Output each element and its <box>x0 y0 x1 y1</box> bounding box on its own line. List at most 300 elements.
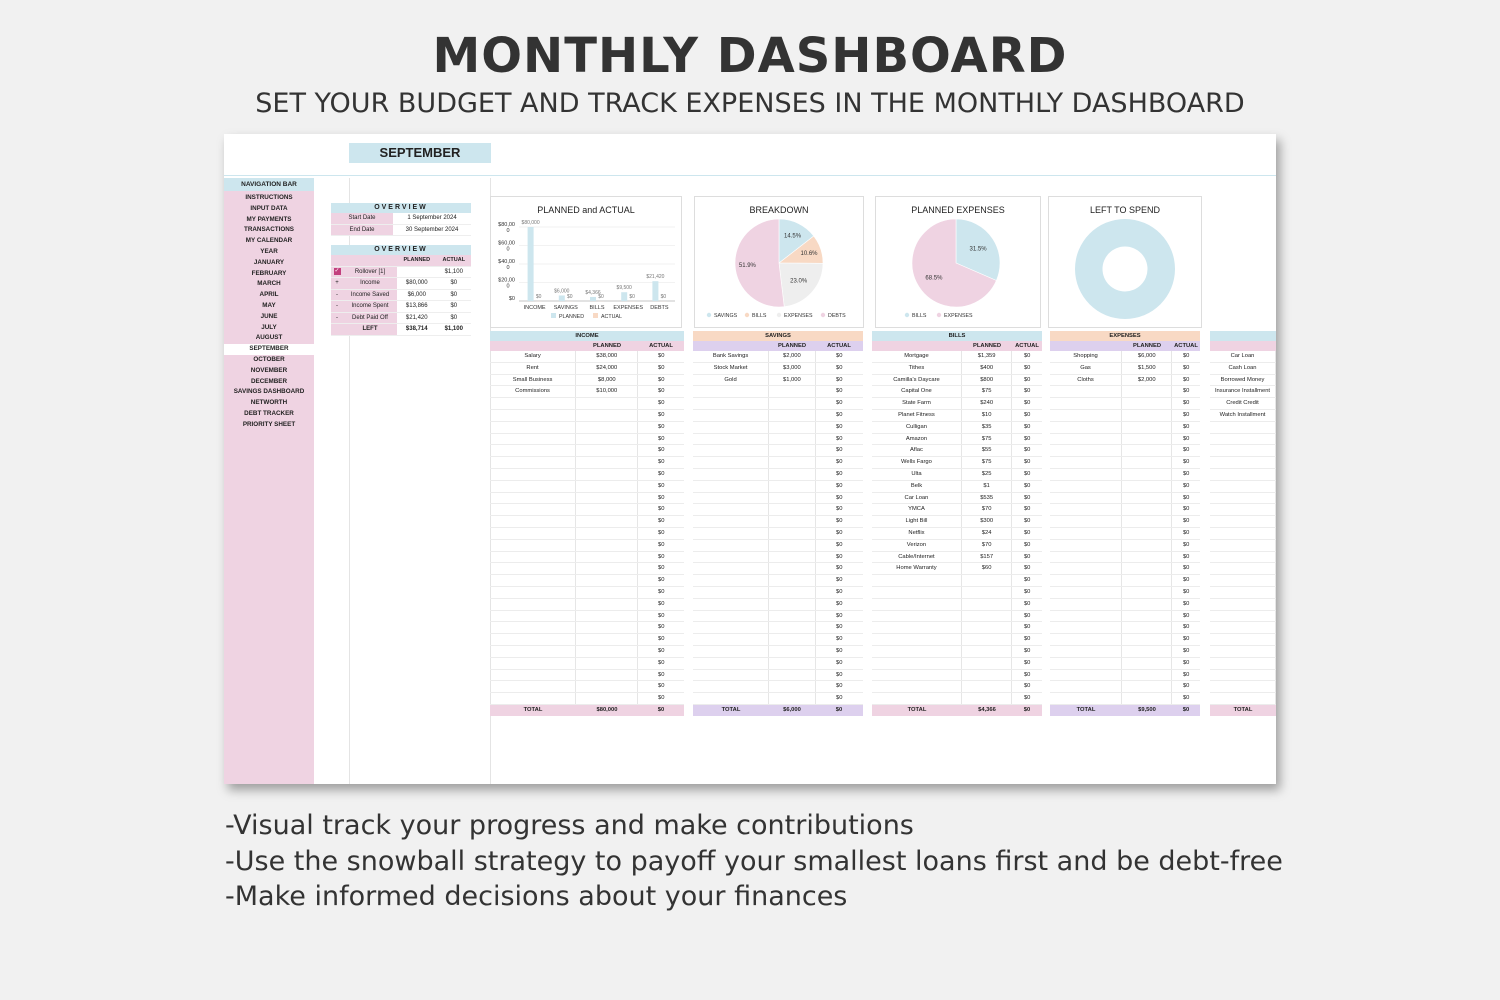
category-cell[interactable] <box>693 386 769 397</box>
actual-cell[interactable]: $0 <box>1182 695 1190 702</box>
actual-cell[interactable]: $0 <box>1182 577 1190 584</box>
planned-cell[interactable] <box>962 622 1012 633</box>
actual-cell[interactable]: $0 <box>1023 565 1031 572</box>
planned-cell[interactable] <box>1122 434 1172 445</box>
actual-cell[interactable]: $0 <box>836 647 843 654</box>
nav-item-year[interactable]: YEAR <box>260 247 278 255</box>
actual-cell[interactable]: $0 <box>1023 353 1031 359</box>
category-cell[interactable] <box>872 658 962 669</box>
category-cell[interactable] <box>1210 622 1276 633</box>
category-cell[interactable]: State Farm <box>872 398 962 409</box>
actual-cell[interactable]: $0 <box>1023 600 1031 607</box>
actual-cell[interactable]: $0 <box>836 553 843 560</box>
planned-cell[interactable]: $1,500 <box>1122 363 1172 374</box>
category-cell[interactable] <box>693 528 769 539</box>
category-cell[interactable]: Ulta <box>872 469 962 480</box>
actual-cell[interactable]: $0 <box>836 671 843 678</box>
planned-cell[interactable] <box>769 611 815 622</box>
category-cell[interactable]: Home Warranty <box>872 563 962 574</box>
category-cell[interactable] <box>693 552 769 563</box>
category-cell[interactable] <box>693 646 769 657</box>
category-cell[interactable] <box>1050 457 1122 468</box>
actual-cell[interactable]: $0 <box>1023 364 1031 371</box>
actual-cell[interactable]: $0 <box>658 364 665 371</box>
planned-cell[interactable] <box>1122 670 1172 681</box>
planned-cell[interactable] <box>1122 681 1172 692</box>
category-cell[interactable] <box>693 516 769 527</box>
actual-cell[interactable]: $0 <box>836 388 843 395</box>
planned-cell[interactable] <box>1122 552 1172 563</box>
category-cell[interactable] <box>693 670 769 681</box>
category-cell[interactable] <box>490 563 576 574</box>
actual-cell[interactable]: $0 <box>1182 624 1190 631</box>
end-date-value[interactable]: 30 September 2024 <box>393 224 471 236</box>
actual-cell[interactable]: $0 <box>1182 529 1190 536</box>
actual-cell[interactable]: $0 <box>1182 482 1190 489</box>
actual-cell[interactable]: $0 <box>836 447 843 454</box>
category-cell[interactable] <box>1050 622 1122 633</box>
actual-cell[interactable]: $0 <box>658 435 665 442</box>
planned-cell[interactable] <box>769 540 815 551</box>
planned-cell[interactable]: $1,359 <box>962 351 1012 362</box>
category-cell[interactable] <box>1050 445 1122 456</box>
category-cell[interactable] <box>1050 434 1122 445</box>
planned-cell[interactable]: $157 <box>962 552 1012 563</box>
planned-cell[interactable] <box>576 634 638 645</box>
category-cell[interactable]: Light Bill <box>872 516 962 527</box>
category-cell[interactable]: Shopping <box>1050 351 1122 362</box>
nav-item-instructions[interactable]: INSTRUCTIONS <box>245 194 293 201</box>
actual-cell[interactable]: $0 <box>1182 659 1190 666</box>
planned-cell[interactable]: $300 <box>962 516 1012 527</box>
category-cell[interactable]: Gold <box>693 375 769 386</box>
planned-cell[interactable]: $1 <box>962 481 1012 492</box>
category-cell[interactable] <box>693 434 769 445</box>
planned-cell[interactable] <box>1122 504 1172 515</box>
category-cell[interactable] <box>1210 493 1276 504</box>
category-cell[interactable] <box>872 634 962 645</box>
planned-cell[interactable]: $800 <box>962 375 1012 386</box>
nav-item-february[interactable]: FEBRUARY <box>251 269 287 277</box>
nav-item-october[interactable]: OCTOBER <box>253 355 285 363</box>
planned-cell[interactable] <box>1122 599 1172 610</box>
category-cell[interactable] <box>490 540 576 551</box>
planned-cell[interactable] <box>1122 469 1172 480</box>
category-cell[interactable] <box>693 693 769 704</box>
actual-cell[interactable]: $0 <box>1182 388 1190 395</box>
planned-cell[interactable] <box>769 634 815 645</box>
planned-cell[interactable] <box>576 658 638 669</box>
category-cell[interactable] <box>693 481 769 492</box>
actual-cell[interactable]: $0 <box>1023 541 1031 548</box>
planned-cell[interactable] <box>1122 481 1172 492</box>
actual-cell[interactable]: $0 <box>836 541 843 548</box>
planned-cell[interactable] <box>962 681 1012 692</box>
category-cell[interactable] <box>1050 634 1122 645</box>
actual-cell[interactable]: $0 <box>1182 411 1190 418</box>
category-cell[interactable]: Insurance Installment <box>1210 386 1276 397</box>
actual-cell[interactable]: $0 <box>1023 459 1031 466</box>
nav-item-september[interactable]: SEPTEMBER <box>224 344 314 355</box>
category-cell[interactable] <box>872 646 962 657</box>
category-cell[interactable]: Small Business <box>490 375 576 386</box>
actual-cell[interactable]: $0 <box>1182 683 1190 690</box>
category-cell[interactable] <box>693 493 769 504</box>
category-cell[interactable] <box>490 670 576 681</box>
nav-item-june[interactable]: JUNE <box>260 312 278 320</box>
category-cell[interactable]: Commissions <box>490 386 576 397</box>
category-cell[interactable] <box>490 575 576 586</box>
actual-cell[interactable]: $0 <box>1023 647 1031 654</box>
planned-cell[interactable] <box>769 516 815 527</box>
planned-cell[interactable] <box>962 670 1012 681</box>
planned-cell[interactable]: $2,000 <box>769 351 815 362</box>
category-cell[interactable] <box>1210 587 1276 598</box>
category-cell[interactable]: Borrowed Money <box>1210 375 1276 386</box>
nav-item-transactions[interactable]: TRANSACTIONS <box>243 226 295 234</box>
category-cell[interactable] <box>490 493 576 504</box>
planned-cell[interactable]: $35 <box>962 422 1012 433</box>
category-cell[interactable] <box>1050 481 1122 492</box>
actual-cell[interactable]: $0 <box>1023 435 1031 442</box>
category-cell[interactable] <box>1050 658 1122 669</box>
category-cell[interactable] <box>1050 693 1122 704</box>
category-cell[interactable]: Belk <box>872 481 962 492</box>
nav-item-priority-sheet[interactable]: PRIORITY SHEET <box>242 420 296 428</box>
planned-cell[interactable] <box>769 457 815 468</box>
category-cell[interactable]: Watch Installment <box>1210 410 1276 421</box>
actual-cell[interactable]: $0 <box>1182 470 1190 477</box>
planned-cell[interactable] <box>1122 563 1172 574</box>
category-cell[interactable] <box>693 563 769 574</box>
actual-cell[interactable]: $0 <box>1023 400 1031 407</box>
actual-cell[interactable]: $0 <box>1182 541 1190 548</box>
category-cell[interactable]: Rent <box>490 363 576 374</box>
category-cell[interactable]: Salary <box>490 351 576 362</box>
category-cell[interactable] <box>693 681 769 692</box>
category-cell[interactable]: Wells Fargo <box>872 457 962 468</box>
category-cell[interactable] <box>1050 599 1122 610</box>
actual-cell[interactable]: $0 <box>658 376 665 383</box>
actual-cell[interactable]: $0 <box>1182 400 1190 407</box>
actual-cell[interactable]: $0 <box>1182 376 1190 383</box>
category-cell[interactable]: Credit Credit <box>1210 398 1276 409</box>
actual-cell[interactable]: $0 <box>1023 506 1031 513</box>
planned-cell[interactable]: $75 <box>962 434 1012 445</box>
planned-cell[interactable] <box>576 398 638 409</box>
actual-cell[interactable]: $0 <box>1023 376 1031 383</box>
actual-cell[interactable]: $0 <box>658 553 665 560</box>
category-cell[interactable] <box>1210 481 1276 492</box>
category-cell[interactable] <box>1210 422 1276 433</box>
planned-cell[interactable] <box>576 681 638 692</box>
planned-cell[interactable] <box>769 552 815 563</box>
planned-cell[interactable] <box>576 552 638 563</box>
actual-cell[interactable]: $0 <box>658 600 665 607</box>
category-cell[interactable] <box>872 681 962 692</box>
planned-cell[interactable] <box>962 599 1012 610</box>
actual-cell[interactable]: $0 <box>658 695 665 702</box>
planned-cell[interactable] <box>769 681 815 692</box>
category-cell[interactable] <box>1210 504 1276 515</box>
actual-cell[interactable]: $0 <box>1182 447 1190 454</box>
planned-cell[interactable] <box>769 493 815 504</box>
nav-item-august[interactable]: AUGUST <box>255 334 283 342</box>
category-cell[interactable]: YMCA <box>872 504 962 515</box>
actual-cell[interactable]: $0 <box>1023 624 1031 631</box>
category-cell[interactable] <box>1050 386 1122 397</box>
planned-cell[interactable] <box>962 587 1012 598</box>
actual-cell[interactable]: $0 <box>1182 506 1190 513</box>
category-cell[interactable] <box>1050 528 1122 539</box>
actual-cell[interactable]: $0 <box>658 577 665 584</box>
category-cell[interactable] <box>490 681 576 692</box>
actual-cell[interactable]: $0 <box>658 494 665 501</box>
start-date-value[interactable]: 1 September 2024 <box>393 213 471 224</box>
planned-cell[interactable]: $70 <box>962 540 1012 551</box>
category-cell[interactable]: Cash Loan <box>1210 363 1276 374</box>
category-cell[interactable] <box>490 504 576 515</box>
actual-cell[interactable]: $0 <box>836 695 843 702</box>
category-cell[interactable] <box>1050 670 1122 681</box>
nav-item-debt-tracker[interactable]: DEBT TRACKER <box>244 409 294 417</box>
planned-cell[interactable] <box>1122 457 1172 468</box>
actual-cell[interactable]: $0 <box>658 565 665 572</box>
category-cell[interactable] <box>1050 398 1122 409</box>
actual-cell[interactable]: $0 <box>836 353 843 359</box>
actual-cell[interactable]: $0 <box>658 659 665 666</box>
planned-cell[interactable]: $55 <box>962 445 1012 456</box>
actual-cell[interactable]: $0 <box>1023 388 1031 395</box>
planned-cell[interactable] <box>769 398 815 409</box>
planned-cell[interactable] <box>576 493 638 504</box>
planned-cell[interactable] <box>769 575 815 586</box>
category-cell[interactable] <box>490 599 576 610</box>
category-cell[interactable] <box>1050 552 1122 563</box>
actual-cell[interactable]: $0 <box>658 353 665 359</box>
category-cell[interactable] <box>693 634 769 645</box>
category-cell[interactable] <box>490 469 576 480</box>
actual-cell[interactable]: $0 <box>658 636 665 643</box>
planned-cell[interactable] <box>576 445 638 456</box>
planned-cell[interactable] <box>962 634 1012 645</box>
planned-cell[interactable] <box>1122 386 1172 397</box>
planned-cell[interactable] <box>769 469 815 480</box>
actual-cell[interactable]: $0 <box>836 435 843 442</box>
nav-item-my-calendar[interactable]: MY CALENDAR <box>245 237 293 245</box>
actual-cell[interactable]: $0 <box>658 447 665 454</box>
category-cell[interactable] <box>1050 587 1122 598</box>
category-cell[interactable] <box>693 410 769 421</box>
nav-item-november[interactable]: NOVEMBER <box>250 366 288 374</box>
category-cell[interactable] <box>490 622 576 633</box>
actual-cell[interactable]: $0 <box>1182 588 1190 595</box>
actual-cell[interactable]: $0 <box>836 588 843 595</box>
category-cell[interactable] <box>490 634 576 645</box>
category-cell[interactable] <box>1050 469 1122 480</box>
actual-cell[interactable]: $0 <box>1023 529 1031 536</box>
planned-cell[interactable] <box>769 670 815 681</box>
actual-cell[interactable]: $0 <box>1023 577 1031 584</box>
planned-cell[interactable]: $1,000 <box>769 375 815 386</box>
category-cell[interactable] <box>1210 528 1276 539</box>
planned-cell[interactable]: $38,000 <box>576 351 638 362</box>
planned-cell[interactable]: $400 <box>962 363 1012 374</box>
planned-cell[interactable] <box>769 622 815 633</box>
planned-cell[interactable] <box>769 658 815 669</box>
category-cell[interactable] <box>693 504 769 515</box>
planned-cell[interactable] <box>576 410 638 421</box>
category-cell[interactable] <box>1050 540 1122 551</box>
planned-cell[interactable]: $75 <box>962 457 1012 468</box>
actual-cell[interactable]: $0 <box>658 388 665 395</box>
category-cell[interactable]: Netflix <box>872 528 962 539</box>
planned-cell[interactable] <box>576 670 638 681</box>
actual-cell[interactable]: $0 <box>658 459 665 466</box>
category-cell[interactable] <box>1050 611 1122 622</box>
actual-cell[interactable]: $0 <box>1023 482 1031 489</box>
actual-cell[interactable]: $0 <box>836 659 843 666</box>
actual-cell[interactable]: $0 <box>836 624 843 631</box>
category-cell[interactable] <box>693 658 769 669</box>
actual-cell[interactable]: $0 <box>836 494 843 501</box>
planned-cell[interactable] <box>1122 528 1172 539</box>
category-cell[interactable]: Mortgage <box>872 351 962 362</box>
category-cell[interactable]: Stock Market <box>693 363 769 374</box>
planned-cell[interactable]: $2,000 <box>1122 375 1172 386</box>
planned-cell[interactable]: $24,000 <box>576 363 638 374</box>
planned-cell[interactable] <box>1122 516 1172 527</box>
category-cell[interactable] <box>490 587 576 598</box>
category-cell[interactable] <box>1210 670 1276 681</box>
planned-cell[interactable] <box>576 457 638 468</box>
category-cell[interactable] <box>693 445 769 456</box>
actual-cell[interactable]: $0 <box>1182 494 1190 501</box>
category-cell[interactable]: Amazon <box>872 434 962 445</box>
category-cell[interactable] <box>490 434 576 445</box>
planned-cell[interactable] <box>769 504 815 515</box>
actual-cell[interactable]: $0 <box>1182 600 1190 607</box>
actual-cell[interactable]: $0 <box>1023 423 1031 430</box>
actual-cell[interactable]: $0 <box>1182 364 1190 371</box>
planned-cell[interactable]: $10,000 <box>576 386 638 397</box>
category-cell[interactable]: Cable/Internet <box>872 552 962 563</box>
planned-cell[interactable] <box>769 599 815 610</box>
actual-cell[interactable]: $0 <box>836 459 843 466</box>
actual-cell[interactable]: $0 <box>658 482 665 489</box>
nav-item-january[interactable]: JANUARY <box>253 258 285 266</box>
actual-cell[interactable]: $0 <box>658 506 665 513</box>
actual-cell[interactable]: $0 <box>836 400 843 407</box>
actual-cell[interactable]: $0 <box>1023 411 1031 418</box>
category-cell[interactable] <box>693 575 769 586</box>
actual-cell[interactable]: $0 <box>836 636 843 643</box>
category-cell[interactable] <box>490 445 576 456</box>
nav-item-march[interactable]: MARCH <box>257 280 281 288</box>
planned-cell[interactable] <box>576 587 638 598</box>
category-cell[interactable] <box>1210 646 1276 657</box>
planned-cell[interactable]: $24 <box>962 528 1012 539</box>
category-cell[interactable] <box>1210 563 1276 574</box>
category-cell[interactable] <box>872 622 962 633</box>
planned-cell[interactable] <box>769 434 815 445</box>
category-cell[interactable] <box>1050 493 1122 504</box>
planned-cell[interactable]: $10 <box>962 410 1012 421</box>
actual-cell[interactable]: $0 <box>1182 671 1190 678</box>
planned-cell[interactable]: $60 <box>962 563 1012 574</box>
category-cell[interactable] <box>693 611 769 622</box>
nav-item-networth[interactable]: NETWORTH <box>250 399 288 407</box>
planned-cell[interactable] <box>576 434 638 445</box>
actual-cell[interactable]: $0 <box>1182 459 1190 466</box>
actual-cell[interactable]: $0 <box>836 565 843 572</box>
category-cell[interactable] <box>1210 540 1276 551</box>
category-cell[interactable] <box>1210 681 1276 692</box>
category-cell[interactable] <box>693 540 769 551</box>
category-cell[interactable] <box>1210 434 1276 445</box>
actual-cell[interactable]: $0 <box>836 577 843 584</box>
category-cell[interactable]: Planet Fitness <box>872 410 962 421</box>
category-cell[interactable] <box>872 575 962 586</box>
planned-cell[interactable] <box>769 445 815 456</box>
actual-cell[interactable]: $0 <box>1023 553 1031 560</box>
actual-cell[interactable]: $0 <box>1023 470 1031 477</box>
actual-cell[interactable]: $0 <box>1182 647 1190 654</box>
category-cell[interactable] <box>1050 563 1122 574</box>
category-cell[interactable]: Cloths <box>1050 375 1122 386</box>
actual-cell[interactable]: $0 <box>836 482 843 489</box>
actual-cell[interactable]: $0 <box>658 588 665 595</box>
planned-cell[interactable] <box>769 528 815 539</box>
actual-cell[interactable]: $0 <box>658 541 665 548</box>
category-cell[interactable] <box>1210 634 1276 645</box>
actual-cell[interactable]: $0 <box>1182 612 1190 619</box>
actual-cell[interactable]: $0 <box>836 518 843 525</box>
actual-cell[interactable]: $0 <box>1023 588 1031 595</box>
category-cell[interactable] <box>490 693 576 704</box>
planned-cell[interactable] <box>962 658 1012 669</box>
category-cell[interactable] <box>872 670 962 681</box>
actual-cell[interactable]: $0 <box>1182 636 1190 643</box>
planned-cell[interactable] <box>1122 410 1172 421</box>
actual-cell[interactable]: $0 <box>836 376 843 383</box>
category-cell[interactable] <box>1210 611 1276 622</box>
actual-cell[interactable]: $0 <box>1023 671 1031 678</box>
planned-cell[interactable]: $25 <box>962 469 1012 480</box>
planned-cell[interactable]: $240 <box>962 398 1012 409</box>
nav-item-input-data[interactable]: INPUT DATA <box>250 204 288 212</box>
nav-item-savings-dashboard[interactable]: SAVINGS DASHBOARD <box>233 388 305 396</box>
category-cell[interactable]: Verizon <box>872 540 962 551</box>
planned-cell[interactable] <box>576 469 638 480</box>
category-cell[interactable] <box>693 469 769 480</box>
category-cell[interactable] <box>490 398 576 409</box>
actual-cell[interactable]: $0 <box>658 624 665 631</box>
category-cell[interactable]: Capital One <box>872 386 962 397</box>
category-cell[interactable] <box>490 410 576 421</box>
planned-cell[interactable] <box>962 611 1012 622</box>
actual-cell[interactable]: $0 <box>658 529 665 536</box>
planned-cell[interactable] <box>1122 398 1172 409</box>
category-cell[interactable]: Culligan <box>872 422 962 433</box>
category-cell[interactable] <box>1050 516 1122 527</box>
planned-cell[interactable] <box>576 563 638 574</box>
planned-cell[interactable] <box>1122 634 1172 645</box>
planned-cell[interactable] <box>769 587 815 598</box>
planned-cell[interactable] <box>769 563 815 574</box>
category-cell[interactable]: Gas <box>1050 363 1122 374</box>
planned-cell[interactable]: $75 <box>962 386 1012 397</box>
